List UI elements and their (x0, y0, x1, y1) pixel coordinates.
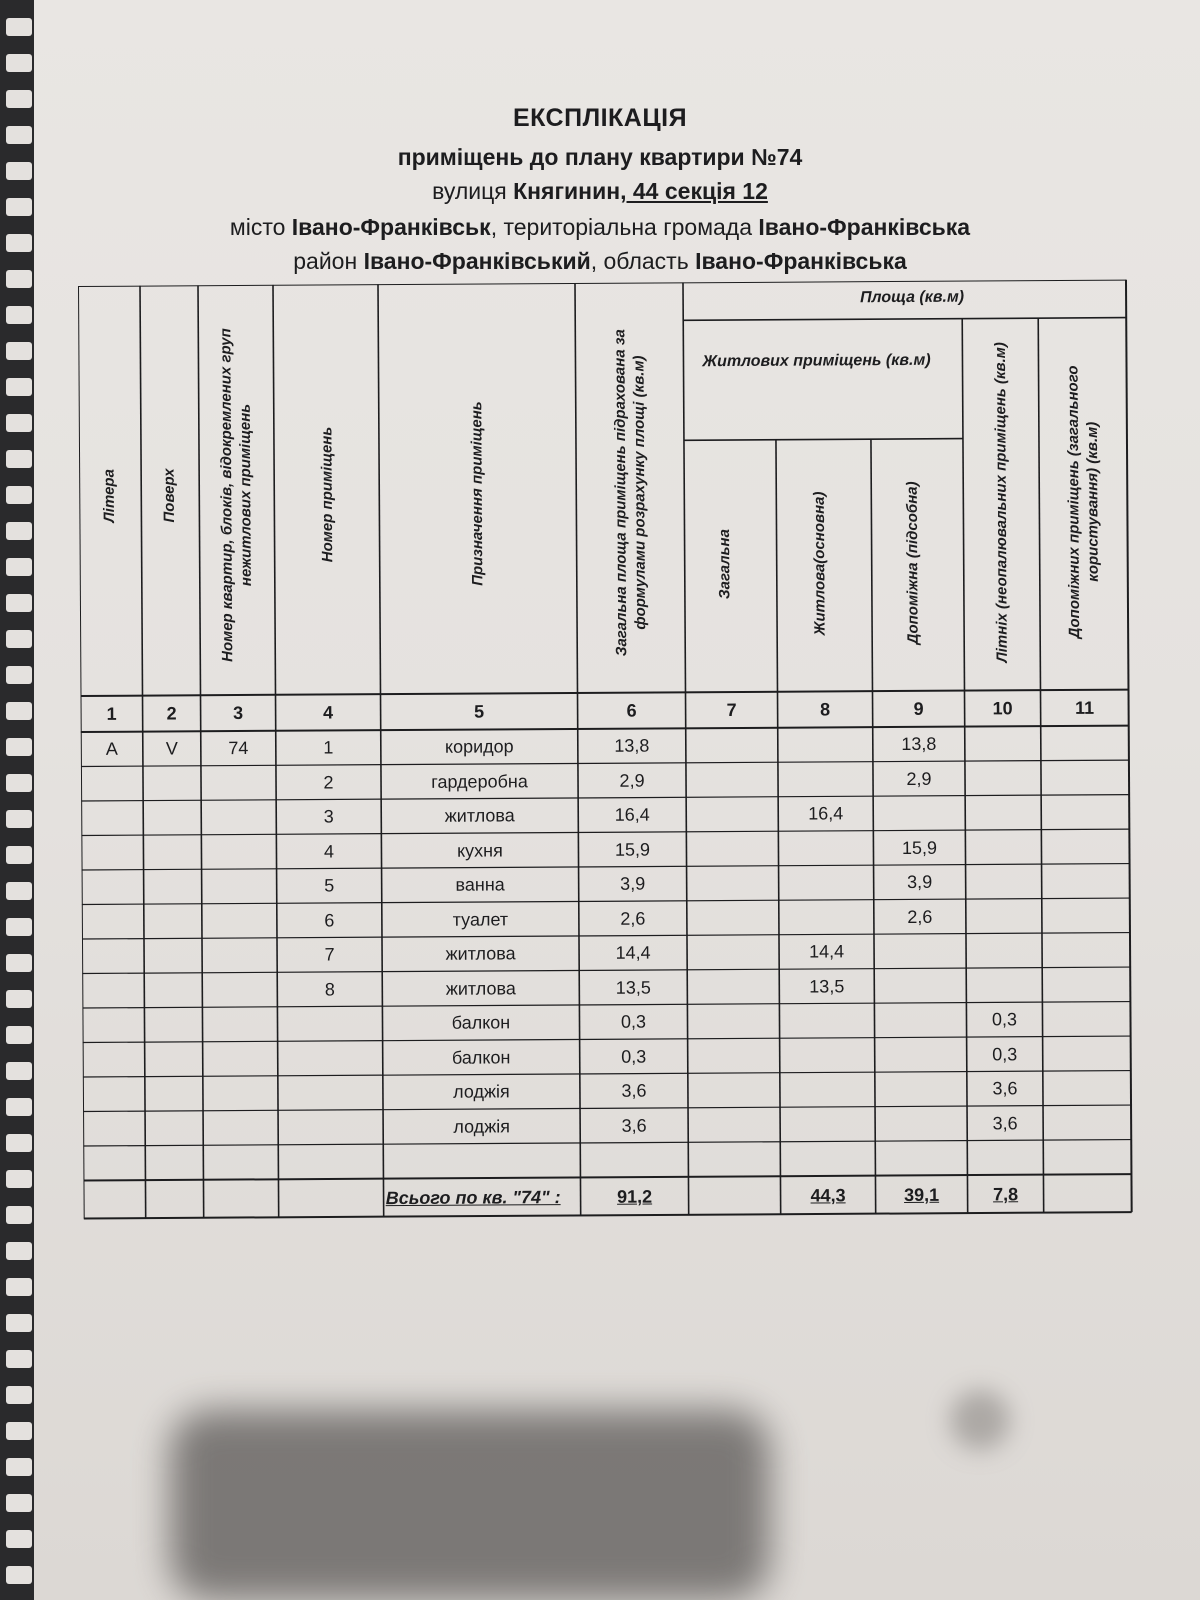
table-cell-c3 (201, 765, 276, 800)
table-cell-c6: 13,5 (615, 977, 651, 998)
table-cell-c7 (688, 1142, 780, 1177)
binding-ring (6, 342, 32, 360)
community-name: Івано-Франківська (758, 214, 971, 240)
table-cell-c6: 3,6 (621, 1080, 647, 1101)
community-prefix: , територіальна громада (490, 214, 753, 240)
binding-ring (6, 1170, 32, 1188)
table-cell-c8 (780, 1072, 875, 1107)
binding-ring (6, 774, 32, 792)
table-cell-c5: туалет (452, 908, 509, 930)
table-cell-c9 (875, 1141, 967, 1176)
table-cell-c9: 15,9 (901, 837, 938, 858)
table-cell-c2 (145, 1076, 203, 1111)
table-cell-c2 (144, 1007, 202, 1042)
binding-ring (6, 630, 32, 648)
table-cell-c8 (778, 762, 873, 797)
binding-ring (6, 882, 32, 900)
table-cell-c10 (967, 1140, 1043, 1175)
totals-c6: 91,2 (616, 1186, 653, 1207)
table-cell-c8 (780, 1038, 875, 1073)
table-cell-c2 (143, 766, 201, 801)
column-number: 8 (820, 699, 831, 720)
table-cell-c5: лоджія (453, 1081, 510, 1102)
table-cell-c2: V (165, 738, 178, 759)
table-cell-c1 (82, 904, 144, 939)
table-cell-c4 (278, 1075, 383, 1110)
totals-c8: 44,3 (810, 1184, 846, 1206)
table-cell-c5: кухня (457, 839, 503, 861)
totals-label: Всього по кв. "74" : (385, 1186, 561, 1208)
table-cell-c11 (1041, 760, 1129, 795)
table-cell-c8 (778, 727, 873, 762)
table-cell-c5 (383, 1143, 580, 1179)
header-living-total: Загальна (715, 529, 734, 600)
table-cell-c4: 8 (324, 978, 335, 1000)
header-apartment-number: Номер квартир, блоків, відокремлених груп нежитлових приміщень (217, 328, 255, 662)
table-cell-c2 (144, 938, 202, 973)
table-cell-c4: 5 (324, 875, 335, 896)
binding-ring (6, 450, 32, 468)
table-cell-c4: 3 (323, 806, 334, 827)
table-cell-c7 (688, 1073, 780, 1108)
binding-ring (6, 1242, 32, 1260)
table-cell-c2 (145, 1111, 203, 1146)
column-number: 5 (474, 701, 485, 722)
table-cell-c10 (965, 795, 1041, 830)
table-cell-c8: 13,5 (809, 975, 845, 997)
column-number: 4 (323, 702, 334, 723)
table-cell-c9 (874, 1003, 966, 1038)
binding-ring (6, 486, 32, 504)
column-number: 10 (992, 698, 1013, 719)
table-cell-c9: 3,9 (907, 871, 933, 892)
table-cell-c10: 0,3 (991, 1009, 1018, 1030)
table-cell-c1 (83, 1042, 145, 1077)
table-cell-c11 (1041, 829, 1129, 864)
district-line (0, 248, 1200, 275)
table-cell-c5: житлова (445, 977, 516, 999)
table-cell-c7 (686, 797, 778, 832)
table-cell-c11 (1042, 933, 1130, 968)
header-floor: Поверх (160, 468, 178, 523)
table-cell-c7 (687, 866, 779, 901)
table-cell-c11 (1042, 1002, 1130, 1037)
table-cell-c2 (143, 800, 201, 835)
table-cell-c3 (202, 903, 277, 938)
table-cell-c8 (780, 1107, 875, 1142)
binding-ring (6, 1566, 32, 1584)
district-name: Івано-Франківський (363, 248, 591, 274)
table-cell-c3 (202, 972, 277, 1007)
table-cell-c5: балкон (451, 1046, 511, 1068)
table-cell-c3 (202, 1007, 277, 1042)
table-cell-c2 (145, 1145, 203, 1180)
table-cell-c1 (83, 1077, 145, 1112)
binding-ring (6, 1494, 32, 1512)
binding-ring (6, 702, 32, 720)
table-cell-c8 (779, 1003, 874, 1038)
header-room-number: Номер приміщень (318, 426, 337, 563)
totals-c11 (1043, 1174, 1131, 1213)
binding-ring (6, 1386, 32, 1404)
header-total-area: Загальна площа приміщень підрахована за формулами розрахунку площі (кв.м) (611, 329, 650, 657)
table-cell-c7 (687, 969, 779, 1004)
binding-ring (6, 1134, 32, 1152)
table-cell-c1 (81, 766, 143, 801)
table-cell-c8: 16,4 (808, 803, 844, 824)
table-cell-c10 (966, 933, 1042, 968)
binding-ring (6, 54, 32, 72)
table-cell-c9 (873, 796, 965, 831)
table-cell-c3 (202, 869, 277, 904)
table-cell-c6: 0,3 (620, 1011, 647, 1032)
address-line (0, 178, 1200, 205)
table-cell-c11 (1041, 726, 1129, 761)
district-prefix: район (293, 248, 358, 274)
table-cell-c2 (143, 835, 201, 870)
table-cell-c5: ванна (455, 874, 505, 895)
explication-table (78, 279, 1154, 1232)
binding-ring (6, 954, 32, 972)
table-cell-c5: гардеробна (431, 770, 528, 792)
table-cell-c4 (277, 1006, 382, 1041)
region-prefix: , область (590, 248, 689, 274)
table-cell-c10 (966, 968, 1042, 1003)
table-cell-c4 (278, 1144, 383, 1179)
binding-ring (6, 18, 32, 36)
column-number: 11 (1075, 697, 1095, 718)
table-cell-c6: 2,6 (620, 908, 646, 929)
table-cell-c5: житлова (444, 805, 515, 826)
column-number: 6 (626, 700, 637, 721)
table-cell-c2 (144, 869, 202, 904)
table-cell-c3 (201, 834, 276, 869)
table-cell-c6: 3,6 (621, 1115, 647, 1136)
city-name: Івано-Франківськ (291, 214, 491, 240)
table-cell-c9 (875, 1037, 967, 1072)
header-living-main: Житлова(основна) (810, 491, 829, 636)
column-number: 9 (913, 698, 924, 719)
table-cell-c8 (778, 831, 873, 866)
binding-ring (6, 1026, 32, 1044)
binding-ring (6, 1350, 32, 1368)
table-cell-c1 (81, 835, 143, 870)
binding-ring (6, 414, 32, 432)
table-cell-c10: 0,3 (992, 1043, 1018, 1064)
table-cell-c8 (779, 865, 874, 900)
table-cell-c1 (82, 870, 144, 905)
column-number: 1 (106, 703, 117, 724)
table-cell-c10 (965, 830, 1041, 865)
document-subtitle: приміщень до плану квартири №74 (397, 144, 803, 170)
table-cell-c1 (81, 801, 143, 836)
table-cell-c7 (687, 935, 779, 970)
table-cell-c7 (686, 831, 778, 866)
header-auxiliary: Допоміжна (підсобна) (903, 481, 922, 645)
table-cell-c3 (203, 1145, 278, 1180)
table-cell-c11 (1042, 967, 1130, 1002)
column-number: 2 (166, 703, 177, 724)
header-summer-rooms: Літніх (неопалювальних приміщень (кв.м) (991, 342, 1011, 663)
totals-c7 (688, 1176, 780, 1215)
binding-ring (6, 1278, 32, 1296)
header-letter: Літера (100, 469, 118, 523)
header-area-group: Площа (кв.м) (860, 288, 965, 307)
table-cell-c6: 0,3 (621, 1046, 647, 1067)
table-cell-c6: 15,9 (614, 839, 651, 860)
table-cell-c9: 2,6 (907, 906, 933, 927)
table-cell-c4: 4 (323, 840, 335, 862)
city-prefix: місто (229, 214, 286, 240)
table-cell-c11 (1041, 795, 1129, 830)
table-cell-c3 (203, 1076, 278, 1111)
table-cell-c4: 2 (323, 771, 334, 793)
table-cell-c11 (1043, 1105, 1131, 1140)
table-cell-c4 (278, 1110, 383, 1145)
table-cell-c10: 3,6 (992, 1112, 1018, 1133)
smudge-mark (950, 1390, 1010, 1450)
table-cell-c4 (278, 1041, 383, 1076)
table-cell-c11 (1043, 1036, 1131, 1071)
table-cell-c8 (779, 900, 874, 935)
table-cell-c3 (202, 938, 277, 973)
header-common-rooms: Допоміжних приміщень (загального користування) (кв.м) (1064, 365, 1102, 639)
blurred-stamp-area (170, 1410, 770, 1600)
binding-ring (6, 558, 32, 576)
table-cell-c10 (965, 726, 1041, 761)
table-cell-c1 (82, 939, 144, 974)
column-number: 7 (726, 699, 737, 721)
table-cell-c9: 13,8 (901, 733, 937, 754)
table-cell-c7 (686, 728, 778, 763)
table-cell-c6: 14,4 (615, 942, 651, 963)
grid-line (683, 318, 1126, 321)
table-cell-c5: житлова (445, 943, 516, 964)
binding-ring (6, 1206, 32, 1224)
document-title: ЕКСПЛІКАЦІЯ (512, 104, 688, 132)
binding-ring (6, 990, 32, 1008)
binding-ring (6, 378, 32, 396)
table-cell-c7 (688, 1038, 780, 1073)
table-cell-c3 (201, 800, 276, 835)
table-cell-c11 (1043, 1071, 1131, 1106)
table-cell-c9 (875, 1072, 967, 1107)
header-living-group: Житлових приміщень (кв.м) (702, 351, 931, 371)
table-cell-c7 (688, 1107, 780, 1142)
binding-ring (6, 1062, 32, 1080)
grid-line (684, 439, 963, 441)
table-cell-c7 (687, 1004, 779, 1039)
table-cell-c6 (580, 1142, 688, 1177)
table-cell-c8 (780, 1141, 875, 1176)
table-cell-c6: 2,9 (619, 770, 645, 791)
binding-ring (6, 1458, 32, 1476)
table-cell-c2 (144, 904, 202, 939)
binding-ring (6, 594, 32, 612)
table-cell-c1 (82, 1008, 144, 1043)
totals-c10: 7,8 (992, 1183, 1019, 1204)
binding-ring (6, 918, 32, 936)
table-cell-c5: лоджія (453, 1115, 511, 1137)
table-cell-c9: 2,9 (906, 768, 932, 789)
street-name: Княгинин (513, 178, 621, 204)
column-number: 3 (233, 702, 244, 724)
table-cell-c6: 16,4 (614, 804, 650, 825)
binding-ring (6, 1422, 32, 1440)
binding-ring (6, 738, 32, 756)
binding-ring (6, 666, 32, 684)
table-cell-c7 (687, 900, 779, 935)
table-cell-c5: коридор (444, 736, 514, 757)
table-cell-c10 (965, 761, 1041, 796)
table-cell-c2 (144, 973, 202, 1008)
table-cell-c10 (966, 864, 1042, 899)
region-name: Івано-Франківська (695, 248, 907, 274)
binding-ring (6, 810, 32, 828)
table-cell-c1 (83, 1111, 145, 1146)
table-cell-c11 (1042, 898, 1130, 933)
table-cell-c1 (83, 1146, 145, 1181)
table-cell-c9 (874, 934, 966, 969)
binding-ring (6, 1314, 32, 1332)
table-cell-c4: 6 (324, 909, 335, 931)
house-section: , 44 секція 12 (620, 178, 768, 204)
table-cell-c3 (203, 1041, 278, 1076)
table-cell-c1 (82, 973, 144, 1008)
binding-ring (6, 522, 32, 540)
table-cell-c2 (145, 1042, 203, 1077)
totals-c9: 39,1 (903, 1184, 940, 1205)
binding-ring (6, 1530, 32, 1548)
table-cell-c4: 7 (324, 944, 335, 965)
table-cell-c6: 13,8 (614, 735, 650, 756)
table-cell-c7 (686, 762, 778, 797)
table-cell-c9 (875, 1106, 967, 1141)
table-cell-c6: 3,9 (620, 873, 646, 894)
table-cell-c3 (203, 1110, 278, 1145)
binding-ring (6, 846, 32, 864)
header-room-purpose: Призначення приміщень (468, 401, 487, 586)
table-cell-c3: 74 (228, 737, 249, 759)
table-cell-c8: 14,4 (808, 941, 845, 962)
table-cell-c9 (874, 968, 966, 1003)
table-cell-c11 (1043, 1140, 1131, 1175)
table-cell-c10 (966, 899, 1042, 934)
city-line (0, 214, 1200, 241)
table-cell-c4: 1 (323, 737, 334, 758)
table-cell-c5: балкон (451, 1012, 511, 1033)
table-cell-c11 (1042, 864, 1130, 899)
binding-ring (6, 1098, 32, 1116)
table-cell-c1: А (105, 738, 118, 759)
street-prefix: вулиця (432, 178, 507, 204)
table-cell-c10: 3,6 (992, 1078, 1018, 1099)
binding-ring (6, 306, 32, 324)
